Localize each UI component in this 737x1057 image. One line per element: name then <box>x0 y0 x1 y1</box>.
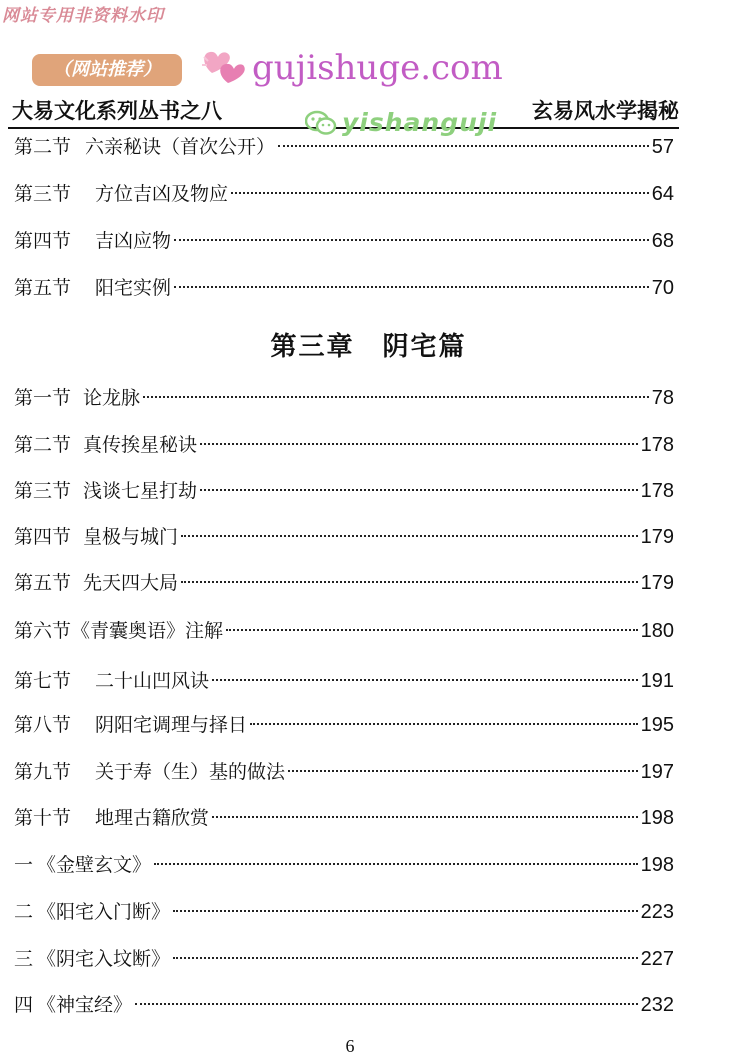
toc-leader <box>231 192 649 194</box>
site-watermark-2-text: yishanguji <box>342 108 498 137</box>
toc-title: 阴阳宅调理与择日 <box>95 714 248 736</box>
toc-row <box>14 522 674 552</box>
toc-section: 第一节 <box>14 387 72 409</box>
toc-section: 第四节 <box>14 230 72 252</box>
toc-leader <box>174 239 649 241</box>
toc-title: 真传挨星秘诀 <box>83 434 198 456</box>
toc-title: 先天四大局 <box>83 572 179 594</box>
toc-section: 二 <box>14 901 34 923</box>
toc-leader <box>143 396 649 398</box>
toc-leader <box>212 816 638 818</box>
toc-section: 三 <box>14 948 34 970</box>
series-title: 大易文化系列丛书之八 <box>12 99 222 123</box>
toc-title: 关于寿（生）基的做法 <box>95 761 286 783</box>
toc-page: 198 <box>640 807 674 829</box>
toc-title: 六亲秘诀（首次公开） <box>85 136 276 158</box>
toc-page: 179 <box>640 526 674 548</box>
chapter-title: 第三章 阴宅篇 <box>270 332 467 362</box>
toc-row <box>14 616 674 646</box>
toc-row <box>14 226 674 256</box>
toc-title: 皇极与城门 <box>83 526 179 548</box>
toc-row <box>14 803 674 833</box>
toc-row <box>14 666 674 696</box>
toc-row <box>14 757 674 787</box>
toc-section: 第三节 <box>14 183 72 205</box>
toc-page: 191 <box>640 670 674 692</box>
toc-leader <box>212 679 638 681</box>
toc-page: 178 <box>640 434 674 456</box>
page-number: 6 <box>345 1036 355 1056</box>
toc-section: 第二节 <box>14 136 72 158</box>
toc-title: 《金壁玄文》 <box>37 854 152 876</box>
watermark-top-text: 网站专用非资料水印 <box>2 6 164 26</box>
toc-leader <box>200 489 638 491</box>
toc-title: 浅谈七星打劫 <box>83 480 198 502</box>
toc-title: 阳宅实例 <box>95 277 172 299</box>
toc-leader <box>174 286 649 288</box>
toc-section: 第五节 <box>14 572 72 594</box>
toc-row <box>14 710 674 740</box>
site-watermark: gujishuge.com <box>252 48 503 88</box>
toc-leader <box>154 863 638 865</box>
toc-section: 第二节 <box>14 434 72 456</box>
toc-title: 二十山凹风诀 <box>95 670 210 692</box>
toc-leader <box>226 629 638 631</box>
toc-title: 方位吉凶及物应 <box>95 183 229 205</box>
toc-leader <box>135 1003 638 1005</box>
toc-row <box>14 383 674 413</box>
toc-leader <box>278 145 649 147</box>
toc-page: 64 <box>651 183 674 205</box>
toc-page: 223 <box>640 901 674 923</box>
toc-row <box>14 850 674 880</box>
toc-section: 第七节 <box>14 670 72 692</box>
toc-leader <box>250 723 638 725</box>
toc-leader <box>173 957 638 959</box>
toc-page: 179 <box>640 572 674 594</box>
toc-section: 四 <box>14 994 34 1016</box>
toc-row <box>14 568 674 598</box>
toc-page: 180 <box>640 620 674 642</box>
toc-leader <box>200 443 638 445</box>
toc-page: 195 <box>640 714 674 736</box>
toc-page: 68 <box>651 230 674 252</box>
toc-section: 第十节 <box>14 807 72 829</box>
toc-leader <box>173 910 638 912</box>
toc-leader <box>181 535 638 537</box>
toc-title: 《青囊奥语》注解 <box>71 620 224 642</box>
toc-page: 70 <box>651 277 674 299</box>
toc-row <box>14 430 674 460</box>
toc-leader <box>288 770 638 772</box>
toc-title: 《神宝经》 <box>37 994 133 1016</box>
toc-page: 197 <box>640 761 674 783</box>
toc-section: 第六节 <box>14 620 72 642</box>
toc-row <box>14 476 674 506</box>
toc-page: 57 <box>651 136 674 158</box>
toc-page: 198 <box>640 854 674 876</box>
toc-row <box>14 944 674 974</box>
toc-row <box>14 132 674 162</box>
toc-page: 178 <box>640 480 674 502</box>
toc-section: 第八节 <box>14 714 72 736</box>
toc-row <box>14 897 674 927</box>
toc-page: 232 <box>640 994 674 1016</box>
toc-section: 第九节 <box>14 761 72 783</box>
toc-page: 78 <box>651 387 674 409</box>
toc-title: 地理古籍欣赏 <box>95 807 210 829</box>
toc-section: 第五节 <box>14 277 72 299</box>
recommend-badge: （网站推荐） <box>32 54 182 86</box>
toc-title: 《阳宅入门断》 <box>37 901 171 923</box>
toc-page: 227 <box>640 948 674 970</box>
toc-section: 第三节 <box>14 480 72 502</box>
book-title: 玄易风水学揭秘 <box>532 99 679 123</box>
toc-section: 一 <box>14 854 34 876</box>
toc-title: 《阴宅入坟断》 <box>37 948 171 970</box>
toc-row <box>14 179 674 209</box>
toc-row <box>14 990 674 1020</box>
toc-section: 第四节 <box>14 526 72 548</box>
toc-row <box>14 273 674 303</box>
toc-leader <box>181 581 638 583</box>
toc-title: 论龙脉 <box>83 387 141 409</box>
toc-title: 吉凶应物 <box>95 230 172 252</box>
